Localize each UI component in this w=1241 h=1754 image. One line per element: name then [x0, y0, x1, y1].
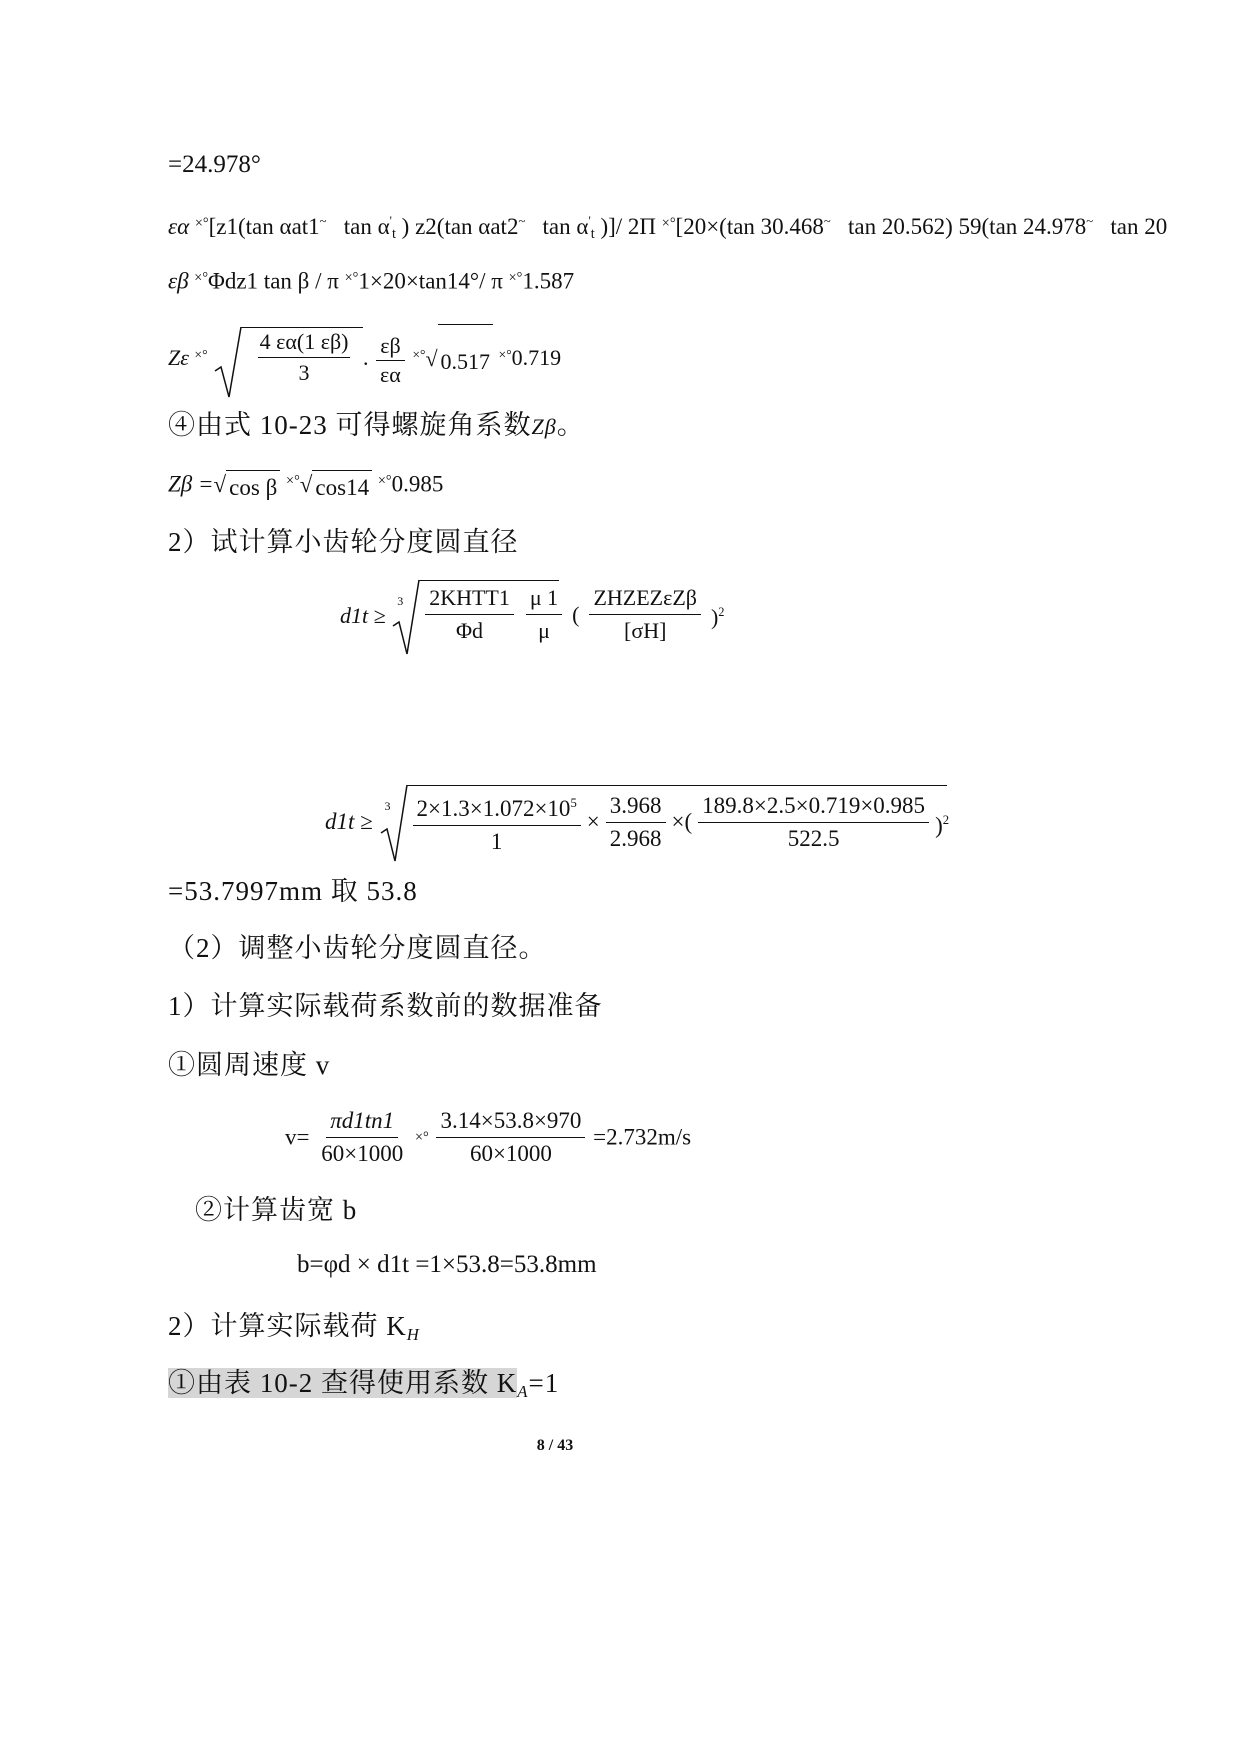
formula-d1t-numeric: d1t ≥ 3 $\frac{2\times 1.3\times 1.072\times 10^5}{1}$ × $\frac{3.968}{2.968}$ ×( $\frac{189.8\times 2.5\times 0.719\times 0.985}{522.5}$ )$^2$ — [325, 783, 979, 863]
text-helix-factor: ④由式 10-23 可得螺旋角系数Zβ。 — [168, 410, 585, 440]
eq-epsilon-alpha: εα ×°[z1(tan αat1~ $\tan \alpha'_t$ ) z2(tan αat2~ $\tan \alpha'_t$ )]/ 2Π ×°[20×(tan 30.468~ tan 20.562) 59(tan 24.978~ tan 20 — [168, 213, 1168, 243]
heading-adjust-diameter: （2）调整小齿轮分度圆直径。 — [168, 933, 547, 963]
eq-z-epsilon: Zε ×° 4 εα(1 εβ) 3 . $\frac{\varepsilon\beta}{\varepsilon\alpha}$ ×° √ 0.517 ×°0.719 — [168, 320, 561, 396]
heading-load-factor: 2）计算实际载荷 $K_H$ — [168, 1311, 420, 1345]
heading-trial-diameter: 2）试计算小齿轮分度圆直径 — [168, 527, 519, 557]
heading-circumferential-speed: ①圆周速度 v — [168, 1050, 331, 1080]
text-application-factor: ①由表 10-2 查得使用系数 $K_A=1$ — [168, 1368, 560, 1402]
heading-data-prep: 1）计算实际载荷系数前的数据准备 — [168, 991, 603, 1021]
result-angle: =24.978° — [168, 151, 261, 178]
heading-face-width: ②计算齿宽 b — [195, 1195, 358, 1225]
eq-epsilon-beta: εβ ×°Φdz1 tan β / π ×°1×20×tan14°/ π ×°1.587 — [168, 268, 575, 294]
result-d1t: =53.7997mm 取 53.8 — [168, 876, 418, 906]
formula-d1t-general: d1t ≥ 3 $\frac{\text{2KHTT1}}{\Phi d}$ $\frac{\mu 1}{\mu}$ ( $\frac{\text{ZHZEZεZβ}}{[\sigma H]}$ )$^2$ — [340, 578, 691, 658]
page-number: 8 / 43 — [536, 1437, 574, 1454]
formula-face-width: b=φd × d1t =1×53.8=53.8mm — [297, 1251, 597, 1278]
eq-z-beta: Zβ = √ cos β ×° √ cos14 ×°0.985 — [168, 466, 443, 503]
formula-velocity: v= $\frac{\pi d1tn1}{60\times 1000}$ ×° $\frac{3.14\times 53.8\times 970}{60\times 1000}$ =2.732m/s — [285, 1105, 691, 1171]
